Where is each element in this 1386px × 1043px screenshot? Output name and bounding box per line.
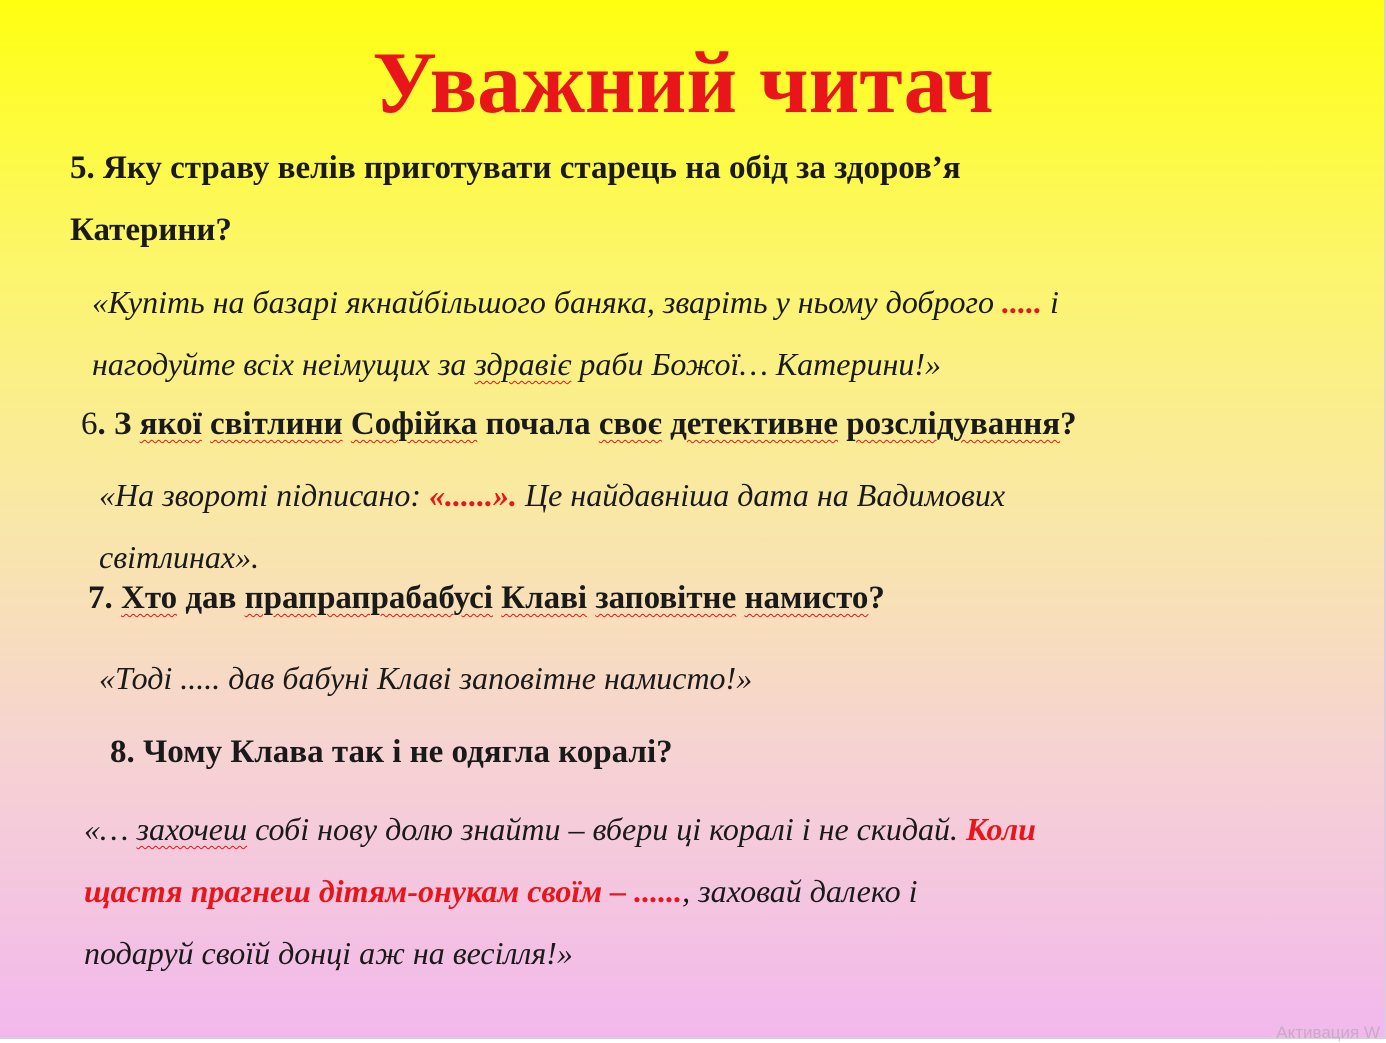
question-7-text: дав — [177, 580, 245, 616]
answer-5-text-2: нагодуйте всіх неімущих за — [92, 346, 475, 382]
question-5-line-2: Катерини? — [70, 212, 232, 248]
answer-5-line-2 — [92, 344, 941, 384]
answer-8-text: собі нову долю знайти – вбери ці коралі і не скидай. — [247, 811, 967, 847]
question-6-text — [662, 406, 670, 442]
answer-5-blank: ..... — [1001, 284, 1042, 320]
misspelled-word: Софійка — [350, 406, 478, 442]
answer-6-text-end: Це найдавніша дата на Вадимових — [517, 477, 1006, 513]
question-7-text — [493, 580, 501, 616]
question-8: 8. Чому Клава так і не одягла коралі? — [110, 734, 673, 770]
misspelled-word: здравіє — [474, 346, 572, 382]
answer-5-text-end: і — [1041, 284, 1059, 320]
answer-6-line-2: світлинах». — [99, 539, 260, 575]
answer-8-highlight: Коли — [966, 811, 1036, 847]
question-6-text — [202, 406, 210, 442]
misspelled-word: своє — [598, 406, 662, 442]
question-6-text: почала — [477, 406, 599, 442]
answer-6-line-1 — [99, 475, 1005, 515]
question-7 — [88, 578, 885, 618]
misspelled-word: детективне — [670, 406, 839, 442]
question-6-text: ? — [1060, 406, 1077, 442]
answer-8-line-2 — [84, 871, 918, 911]
answer-7: «Тоді ..... дав бабуні Клаві заповітне намисто!» — [99, 660, 753, 696]
activation-watermark: Активация W — [1276, 1023, 1380, 1042]
answer-8-text: «… — [84, 811, 137, 847]
question-6 — [81, 404, 1077, 444]
question-6-text — [343, 406, 351, 442]
question-6-text: . З — [97, 406, 140, 442]
misspelled-word: якої — [139, 406, 202, 442]
answer-5-line-1 — [92, 282, 1059, 322]
misspelled-word: Хто — [121, 580, 178, 616]
answer-5-text: «Купіть на базарі якнайбільшого баняка, зваріть у ньому доброго — [92, 284, 1002, 320]
misspelled-word: намисто — [744, 580, 869, 616]
answer-6-text: «На звороті підписано: — [99, 477, 430, 513]
slide-title: Уважний читач — [372, 35, 994, 132]
question-7-text: 7. — [88, 580, 121, 616]
misspelled-word: Клаві — [501, 580, 588, 616]
answer-8-highlight: щастя прагнеш дітям-онукам своїм – ...... — [84, 873, 683, 909]
answer-8-line-3: подаруй своїй донці аж на весілля!» — [84, 935, 573, 971]
misspelled-word: світлини — [210, 406, 343, 442]
answer-5-text-3: раби Божої… Катерини!» — [571, 346, 941, 382]
answer-6-blank: «......». — [429, 477, 518, 513]
question-7-text: ? — [868, 580, 885, 616]
question-5-line-1: 5. Яку страву велів приготувати старець на обід за здоров’я — [70, 150, 961, 186]
misspelled-word: заповітне — [595, 580, 737, 616]
misspelled-word: прапрапрабабусі — [244, 580, 493, 616]
misspelled-word: розслідування — [846, 406, 1061, 442]
answer-8-text: , заховай далеко і — [682, 873, 918, 909]
question-6-number: 6 — [81, 406, 98, 442]
misspelled-word: захочеш — [136, 811, 248, 847]
answer-8-line-1 — [84, 809, 1036, 849]
